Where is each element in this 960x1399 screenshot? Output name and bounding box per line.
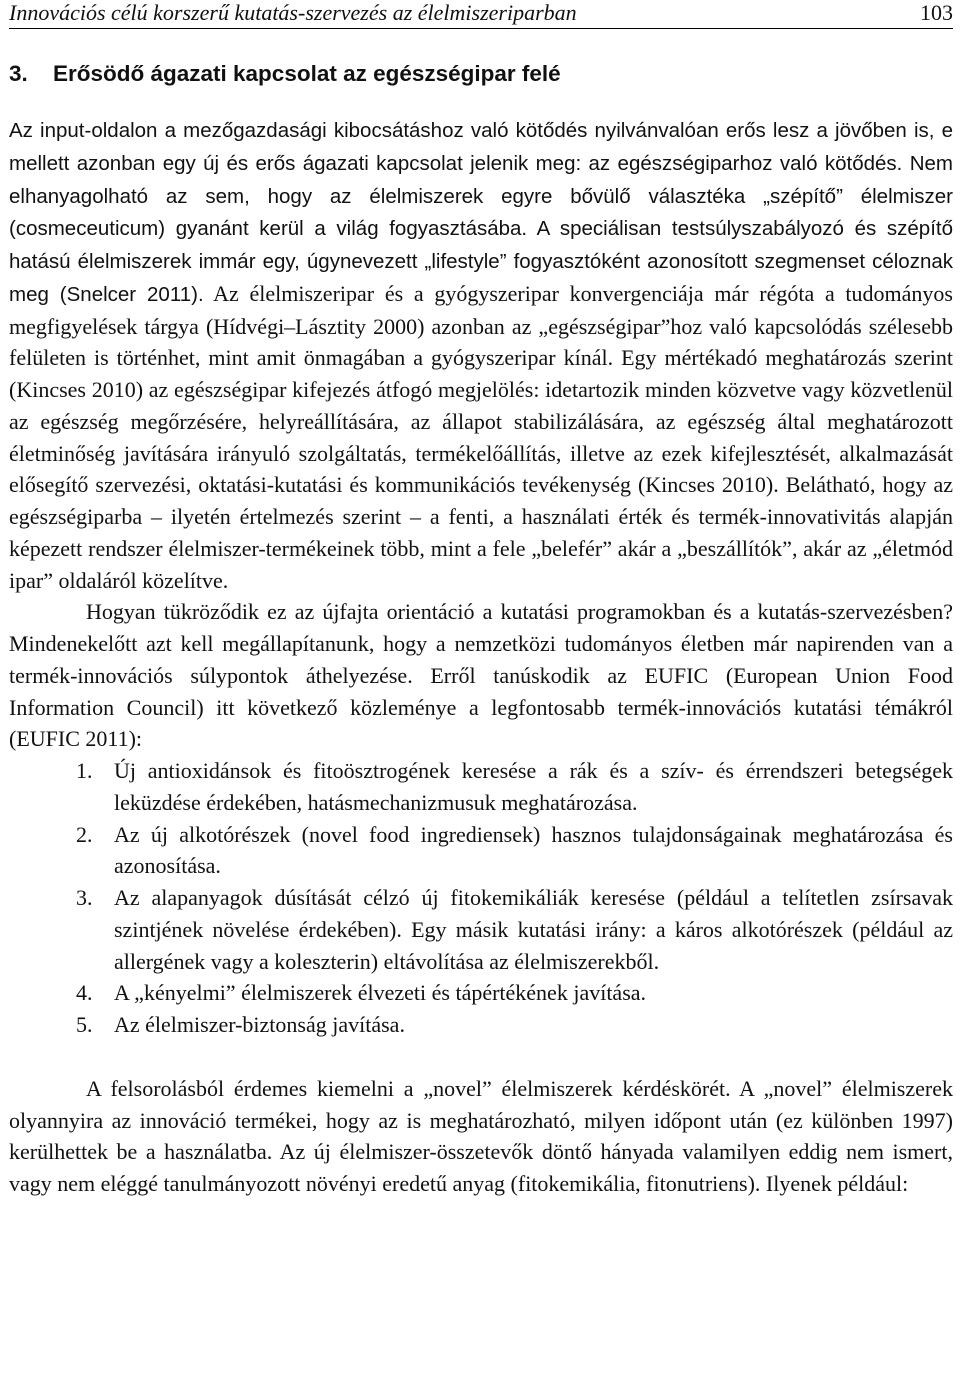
- list-item-number: 4.: [76, 980, 93, 1006]
- list-item-text: A „kényelmi” élelmiszerek élvezeti és tápértékének javítása.: [114, 980, 647, 1006]
- running-header: [9, 0, 953, 29]
- list-item: [9, 977, 953, 1009]
- paragraph-2: Hogyan tükröződik ez az újfajta orientáció a kutatási programokban és a kutatás-szervezésben? Mindenekelőtt azt kell megállapítanunk, hogy a nemzetközi tudományos életben már napirenden van a termék-innovációs súlypontok áthelyezése. Erről tanúskodik az EUFIC (European Union Food Information Council) itt következő közleménye a legfontosabb termék-innovációs kutatási témákról (EUFIC 2011):: [9, 599, 953, 752]
- list-item-number: 1.: [76, 758, 93, 783]
- paragraph-spacer: [9, 1041, 953, 1073]
- list-item: [9, 819, 953, 883]
- paragraph-1: [9, 114, 953, 596]
- list-item: [9, 1009, 953, 1041]
- page-number: 103: [920, 0, 953, 25]
- list-item-text: Az alapanyagok dúsítását célzó új fitokemikáliák keresése (például a telítetlen zsírsavak szintjének növelése érdekében). Egy másik kutatási irány: a káros alkotórészek (például az allergének vagy a koleszterin) eltávolítása az élelmiszerekből.: [114, 885, 953, 974]
- section-title: Erősödő ágazati kapcsolat az egészségipar felé: [53, 61, 561, 86]
- document-page: [9, 0, 953, 1200]
- list-item-number: 2.: [76, 821, 93, 847]
- running-title: Innovációs célú korszerű kutatás-szervezés az élelmiszeriparban: [9, 0, 577, 25]
- section-heading: [9, 60, 953, 88]
- list-item-text: Az új alkotórészek (novel food ingrediensek) hasznos tulajdonságainak meghatározása és azonosítása.: [114, 821, 953, 879]
- list-item-text: Az élelmiszer-biztonság javítása.: [114, 1012, 405, 1037]
- paragraph-1-sans-part: Az input-oldalon a mezőgazdasági kibocsátáshoz való kötődés nyilvánvalóan erős lesz a jövőben is, e mellett azonban egy új és erős ágazati kapcsolat jelenik meg: az egészségiparhoz való kötődés. Nem elhanyagolható az sem, hogy az élelmiszerek egyre bővülő választéka „szépítő” élelmiszer (cosmeceuticum) gyanánt kerül a világ fogyasztásába. A speciálisan testsúlyszabályozó és szépítő hatású élelmiszerek immár egy, úgynevezett „lifestyle” fogyasztóként azonosított szegmenset céloznak meg (Snelcer 2011).: [9, 119, 953, 306]
- section-number: 3.: [9, 61, 28, 86]
- paragraph-3: A felsorolásból érdemes kiemelni a „novel” élelmiszerek kérdéskörét. A „novel” élelmiszerek olyannyira az innováció termékei, hogy az is meghatározható, milyen időpont után (ez különben 1997) kerülhettek be a használatba. Az új élelmiszer-összetevők döntő hányada valamilyen eddig nem ismert, vagy nem eléggé tanulmányozott növényi eredetű anyag (fitokemikália, fitonutriens). Ilyenek például:: [9, 1075, 953, 1196]
- body-text: [9, 114, 953, 1200]
- list-item-text: Új antioxidánsok és fitoösztrogének keresése a rák és a szív- és érrendszeri betegségek leküzdése érdekében, hatásmechanizmusuk meghatározása.: [114, 758, 953, 815]
- list-item: [9, 882, 953, 977]
- list-item-number: 3.: [76, 885, 93, 910]
- topic-list: [9, 755, 953, 1041]
- paragraph-1-serif-part: Az élelmiszeripar és a gyógyszeripar konvergenciája már régóta a tudományos megfigyelések tárgya (Hídvégi–Lásztity 2000) azonban az „egészségipar”hoz való kapcsolódás szélesebb felületen is történhet, mint amit önmagában a gyógyszeripar kínál. Egy mértékadó meghatározás szerint (Kincses 2010) az egészségipar kifejezés átfogó megjelölés: idetartozik minden közvetve vagy közvetlenül az egészség megőrzésére, helyreállítására, az állapot stabilizálására, az egészség által meghatározott életminőség javítására irányuló szolgáltatás, termékelőállítás, illetve az ezek kifejlesztését, alkalmazását elősegítő szervezési, oktatási-kutatási és kommunikációs tevékenység (Kincses 2010). Belátható, hogy az egészségiparba – ilyetén értelmezés szerint – a fenti, a használati érték és termék-innovativitás alapján képezett rendszer élelmiszer-termékeinek több, mint a fele „belefér” akár a „beszállítók”, akár az „életmód ipar” oldaláról közelítve.: [9, 280, 953, 593]
- list-item-number: 5.: [76, 1012, 93, 1037]
- list-item: [9, 755, 953, 819]
